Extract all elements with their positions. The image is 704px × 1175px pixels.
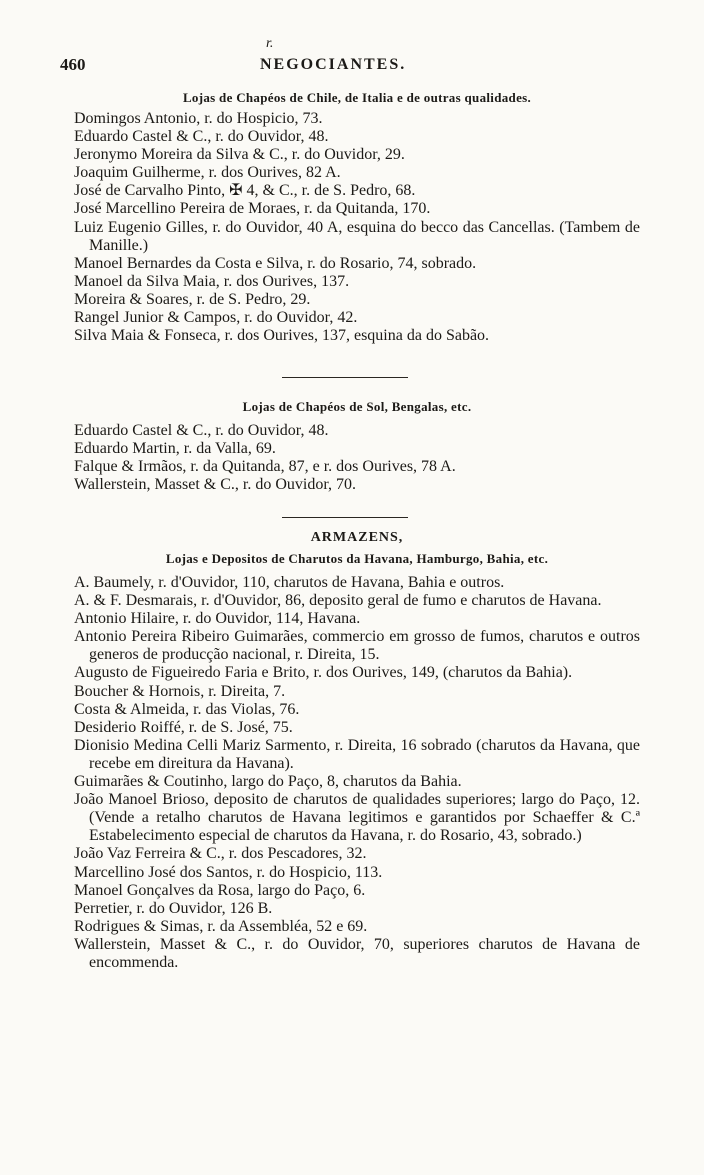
list-item: Wallerstein, Masset & C., r. do Ouvidor, 70, superiores charutos de Havana de encommenda. [74,935,640,971]
list-item: A. & F. Desmarais, r. d'Ouvidor, 86, deposito geral de fumo e charutos de Havana. [74,592,602,610]
list-item: Manoel Bernardes da Costa e Silva, r. do Rosario, 74, sobrado. [74,254,477,272]
list-item: Antonio Hilaire, r. do Ouvidor, 114, Havana. [74,610,361,628]
list-item: Marcellino José dos Santos, r. do Hospicio, 113. [74,863,383,881]
section-title-armazens: ARMAZENS, [310,530,404,545]
section-heading-chapeos-sol: Lojas de Chapéos de Sol, Bengalas, etc. [242,399,472,414]
entry-list-charutos [74,574,640,972]
list-item: João Manoel Brioso, deposito de charutos de qualidades superiores; largo do Paço, 12. (Vende a retalho charutos de Havana legitimos e garantidos por Schaeffer & C.ª Estabelecimento especial de charutos da Havana, r. do Rosario, 43, sobrado.) [74,791,640,845]
list-item: Falque & Irmãos, r. da Quitanda, 87, e r. dos Ourives, 78 A. [74,458,456,476]
list-item: Silva Maia & Fonseca, r. dos Ourives, 137, esquina da do Sabão. [74,327,490,345]
page-number: 460 [60,55,86,74]
list-item: João Vaz Ferreira & C., r. dos Pescadores, 32. [74,845,367,863]
list-item: Antonio Pereira Ribeiro Guimarães, commercio em grosso de fumos, charutos e outros generos de producção nacional, r. Direita, 15. [74,628,640,664]
list-item: Costa & Almeida, r. das Violas, 76. [74,700,300,718]
list-item: Guimarães & Coutinho, largo do Paço, 8, charutos da Bahia. [74,773,462,791]
section-heading-chapeos-chile: Lojas de Chapéos de Chile, de Italia e de outras qualidades. [182,90,532,105]
list-item: Wallerstein, Masset & C., r. do Ouvidor, 70. [74,476,357,494]
list-item: Desiderio Roiffé, r. de S. José, 75. [74,718,293,736]
list-item: A. Baumely, r. d'Ouvidor, 110, charutos de Havana, Bahia e outros. [74,574,505,591]
list-item: Luiz Eugenio Gilles, r. do Ouvidor, 40 A, esquina do becco das Cancellas. (Tambem de Manille.) [74,218,640,254]
list-item: José Marcellino Pereira de Moraes, r. da Quitanda, 170. [74,200,431,218]
list-item: José de Carvalho Pinto, ✠ 4, & C., r. de S. Pedro, 68. [74,182,416,200]
section-heading-charutos: Lojas e Depositos de Charutos da Havana, Hamburgo, Bahia, etc. [165,551,549,566]
section-divider [282,377,408,378]
margin-mark: r. [266,36,274,51]
list-item: Domingos Antonio, r. do Hospicio, 73. [74,110,323,127]
list-item: Augusto de Figueiredo Faria e Brito, r. dos Ourives, 149, (charutos da Bahia). [74,664,573,682]
list-item: Rodrigues & Simas, r. da Assembléa, 52 e 69. [74,917,368,935]
list-item: Eduardo Castel & C., r. do Ouvidor, 48. [74,128,329,146]
list-item: Joaquim Guilherme, r. dos Ourives, 82 A. [74,164,341,182]
list-item: Eduardo Martin, r. da Valla, 69. [74,440,276,458]
list-item: Moreira & Soares, r. de S. Pedro, 29. [74,290,311,308]
list-item: Eduardo Castel & C., r. do Ouvidor, 48. [74,422,329,439]
running-head: NEGOCIANTES. [260,56,407,73]
section-divider [282,517,408,518]
list-item: Jeronymo Moreira da Silva & C., r. do Ouvidor, 29. [74,146,405,164]
list-item: Rangel Junior & Campos, r. do Ouvidor, 42. [74,309,358,327]
list-item: Dionisio Medina Celli Mariz Sarmento, r. Direita, 16 sobrado (charutos da Havana, que recebe em direitura da Havana). [74,736,640,772]
list-item: Manoel Gonçalves da Rosa, largo do Paço, 6. [74,881,366,899]
entry-list-chapeos-sol [74,422,640,494]
list-item: Perretier, r. do Ouvidor, 126 B. [74,899,273,917]
list-item: Manoel da Silva Maia, r. dos Ourives, 137. [74,272,350,290]
list-item: Boucher & Hornois, r. Direita, 7. [74,682,286,700]
page-header [60,55,640,79]
entry-list-chapeos-chile [74,110,640,345]
